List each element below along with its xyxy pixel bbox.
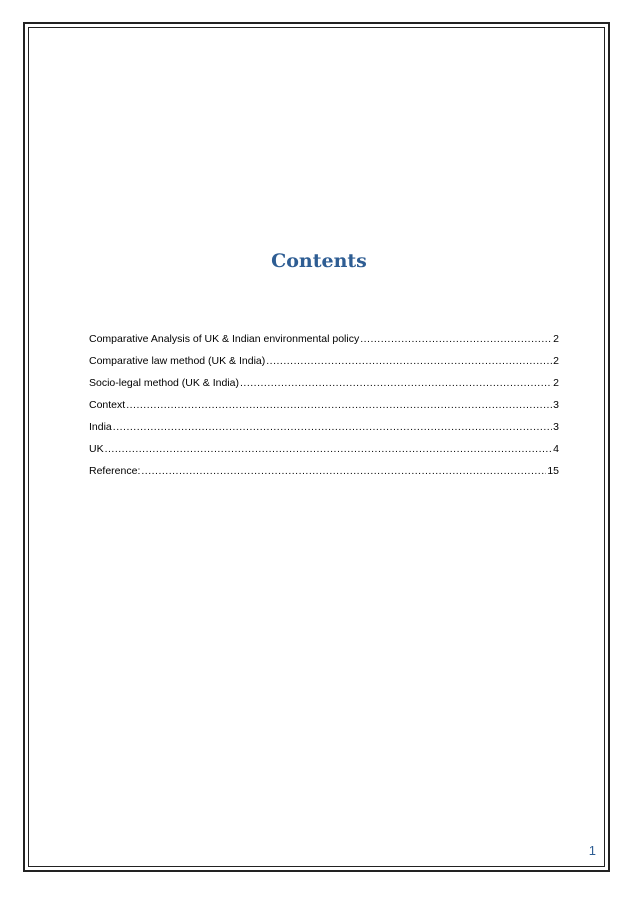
toc-leader-dots (360, 333, 552, 345)
toc-leader-dots (141, 465, 546, 477)
toc-title: Contents (271, 250, 367, 272)
toc-entry-page: 2 (553, 355, 559, 367)
toc-entry-page: 2 (553, 377, 559, 389)
page-number: 1 (588, 843, 596, 858)
toc-entry-label: India (89, 421, 112, 433)
toc-entry-label: UK (89, 443, 104, 455)
toc-leader-dots (266, 355, 552, 367)
toc-entry-label: Reference: (89, 465, 141, 477)
table-of-contents (89, 333, 559, 487)
toc-entry-label: Socio-legal method (UK & India) (89, 377, 239, 389)
toc-entry[interactable] (89, 355, 559, 377)
toc-entry-page: 3 (553, 421, 559, 433)
toc-leader-dots (126, 399, 552, 411)
toc-entry-page: 4 (553, 443, 559, 455)
toc-entry-page: 3 (553, 399, 559, 411)
toc-leader-dots (105, 443, 553, 455)
toc-entry[interactable] (89, 399, 559, 421)
toc-entry[interactable] (89, 465, 559, 487)
toc-entry-label: Comparative law method (UK & India) (89, 355, 266, 367)
toc-entry-label: Comparative Analysis of UK & Indian environmental policy (89, 333, 360, 345)
toc-entry-label: Context (89, 399, 126, 411)
toc-entry[interactable] (89, 443, 559, 465)
toc-entry-page: 15 (547, 465, 559, 477)
toc-entry-page: 2 (553, 333, 559, 345)
toc-leader-dots (113, 421, 552, 433)
toc-entry[interactable] (89, 377, 559, 399)
toc-entry[interactable] (89, 333, 559, 355)
toc-leader-dots (240, 377, 552, 389)
toc-entry[interactable] (89, 421, 559, 443)
